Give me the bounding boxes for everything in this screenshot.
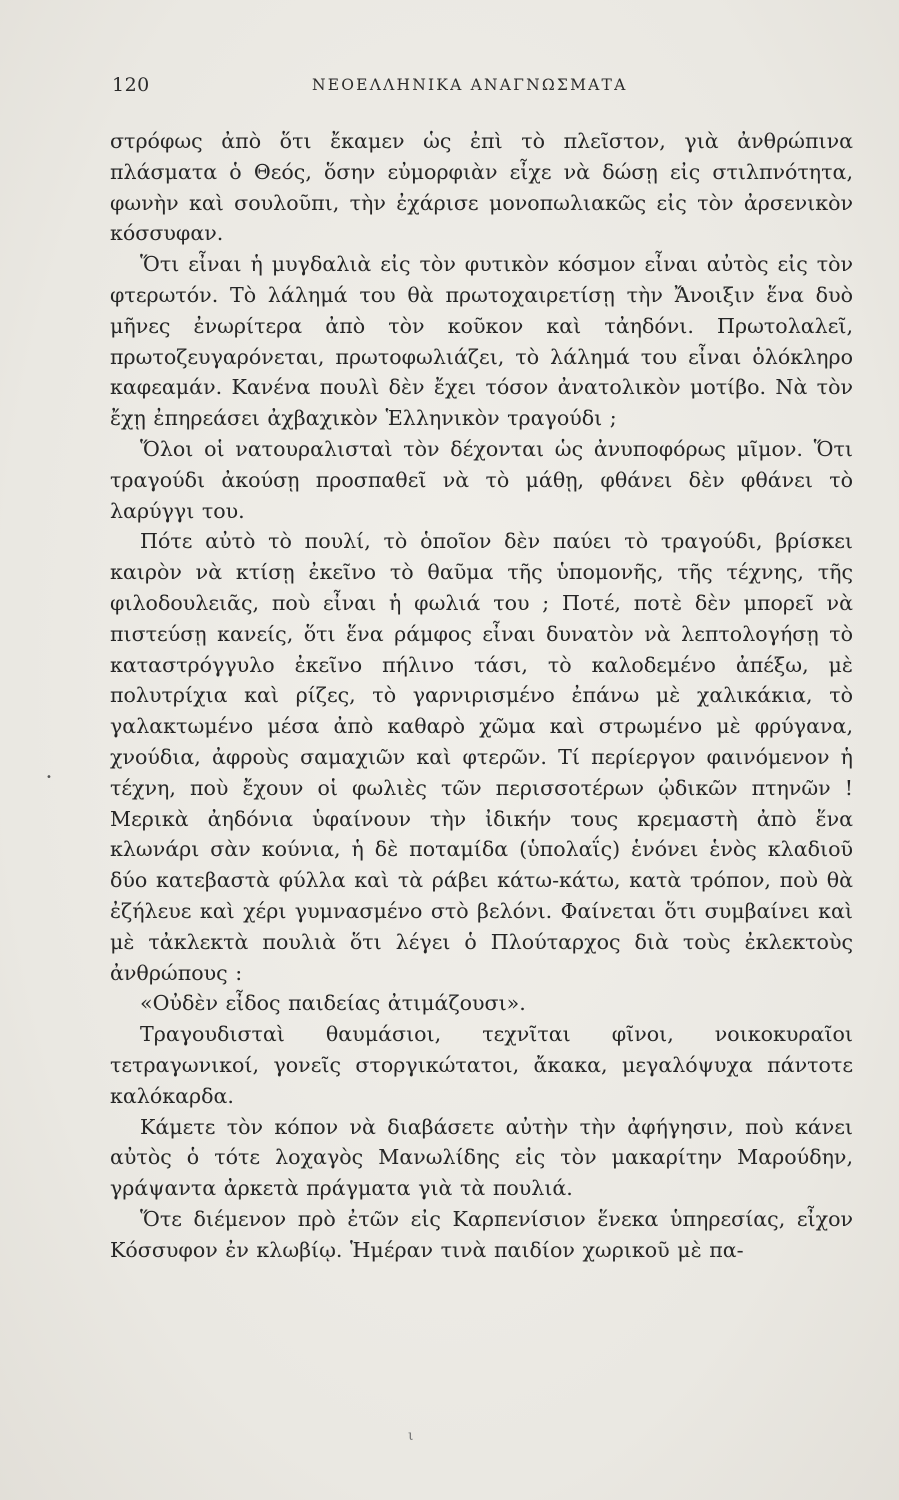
page-header — [112, 74, 802, 106]
margin-dot-mark: • — [46, 772, 52, 783]
page-number: 120 — [112, 74, 150, 96]
paragraph-7: Κάμετε τὸν κόπον νὰ διαβάσετε αὐτὴν τὴν ἀφήγησιν, ποὺ κάνει αὐτὸς ὁ τότε λοχαγὸς Μανωλίδης εἰς τὸν μακαρίτην Μαρούδην, γράψαντα ἀρκετὰ πράγματα γιὰ τὰ πουλιά. — [110, 1114, 853, 1201]
bottom-print-mark: ι — [408, 1428, 414, 1444]
running-title: ΝΕΟΕΛΛΗΝΙΚΑ ΑΝΑΓΝΩΣΜΑΤΑ — [312, 76, 628, 94]
paragraph-1: στρόφως ἀπὸ ὅτι ἔκαμεν ὡς ἐπὶ τὸ πλεῖστον, γιὰ ἀνθρώπινα πλάσματα ὁ Θεός, ὅσην εὐμορφιὰν εἶχε νὰ δώσῃ εἰς στιλπνότητα, φωνὴν καὶ σουλοῦπι, τὴν ἐχάρισε μονοπωλιακῶς εἰς τὸν ἀρσενικὸν κόσσυφαν. — [110, 129, 853, 246]
paragraph-6: Τραγουδισταὶ θαυμάσιοι, τεχνῖται φῖνοι, νοικοκυραῖοι τετραγωνικοί, γονεῖς στοργικώτατοι, ἄκακα, μεγαλόψυχα πάντοτε καλόκαρδα. — [110, 1022, 853, 1108]
paragraph-4: Πότε αὐτὸ τὸ πουλί, τὸ ὁποῖον δὲν παύει τὸ τραγούδι, βρίσκει καιρὸν νὰ κτίσῃ ἐκεῖνο τὸ θαῦμα τῆς ὑπομονῆς, τῆς τέχνης, τῆς φιλοδουλειᾶς, ποὺ εἶναι ἡ φωλιά του ; Ποτέ, ποτὲ δὲν μπορεῖ νὰ πιστεύσῃ κανείς, ὅτι ἕνα ράμφος εἶναι δυνατὸν νὰ λεπτολογήσῃ τὸ καταστρόγγυλο ἐκεῖνο πήλινο τάσι, τὸ καλοδεμένο ἀπέξω, μὲ πολυτρίχια καὶ ρίζες, τὸ γαρνιρισμένο ἐπάνω μὲ χαλικάκια, τὸ γαλακτωμένο μέσα ἀπὸ καθαρὸ χῶμα καὶ στρωμένο μὲ φρύγανα, χνούδια, ἀφροὺς σαμαχιῶν καὶ φτερῶν. Τί περίεργον φαινόμενον ἡ τέχνη, ποὺ ἔχουν οἱ φωλιὲς τῶν περισσοτέρων ᾠδικῶν πτηνῶν ! Μερικὰ ἀηδόνια ὑφαίνουν τὴν ἰδικήν τους κρεμαστὴ ἀπὸ ἕνα κλωνάρι σὰν κούνια, ἡ δὲ ποταμίδα (ὑπολαΐς) ἑνόνει ἑνὸς κλαδιοῦ δύο κατεβαστὰ φύλλα καὶ τὰ ράβει κάτω-κάτω, κατὰ τρόπον, ποὺ θὰ ἐζήλευε καὶ χέρι γυμνασμένο στὸ βελόνι. Φαίνεται ὅτι συμβαίνει καὶ μὲ τἀκλεκτὰ πουλιὰ ὅτι λέγει ὁ Πλούταρχος διὰ τοὺς ἐκλεκτοὺς ἀνθρώπους : — [110, 529, 853, 985]
paragraph-quote: «Οὐδὲν εἶδος παιδείας ἀτιμάζουσι». — [140, 991, 526, 1016]
paragraph-3: Ὅλοι οἱ νατουραλισταὶ τὸν δέχονται ὡς ἀνυποφόρως μῖμον. Ὅτι τραγούδι ἀκούσῃ προσπαθεῖ νὰ τὸ μάθῃ, φθάνει δὲν φθάνει τὸ λαρύγγι του. — [110, 436, 853, 523]
body-text — [110, 126, 853, 1265]
paragraph-8: Ὅτε διέμενον πρὸ ἐτῶν εἰς Καρπενίσιον ἕνεκα ὑπηρεσίας, εἶχον Κόσσυφον ἐν κλωβίῳ. Ἡμέραν τινὰ παιδίον χωρικοῦ μὲ πα- — [110, 1206, 853, 1262]
paragraph-2: Ὅτι εἶναι ἡ μυγδαλιὰ εἰς τὸν φυτικὸν κόσμον εἶναι αὐτὸς εἰς τὸν φτερωτόν. Τὸ λάλημά του θὰ πρωτοχαιρετίσῃ τὴν Ἄνοιξιν ἕνα δυὸ μῆνες ἐνωρίτερα ἀπὸ τὸν κοῦκον καὶ τἀηδόνι. Πρωτολαλεῖ, πρωτοζευγαρόνεται, πρωτοφωλιάζει, τὸ λάλημά του εἶναι ὁλόκληρο καφεαμάν. Κανένα πουλὶ δὲν ἔχει τόσον ἀνατολικὸν μοτίβο. Νὰ τὸν ἔχῃ ἐπηρεάσει ἀχβαχικὸν Ἑλληνικὸν τραγούδι ; — [110, 252, 853, 431]
